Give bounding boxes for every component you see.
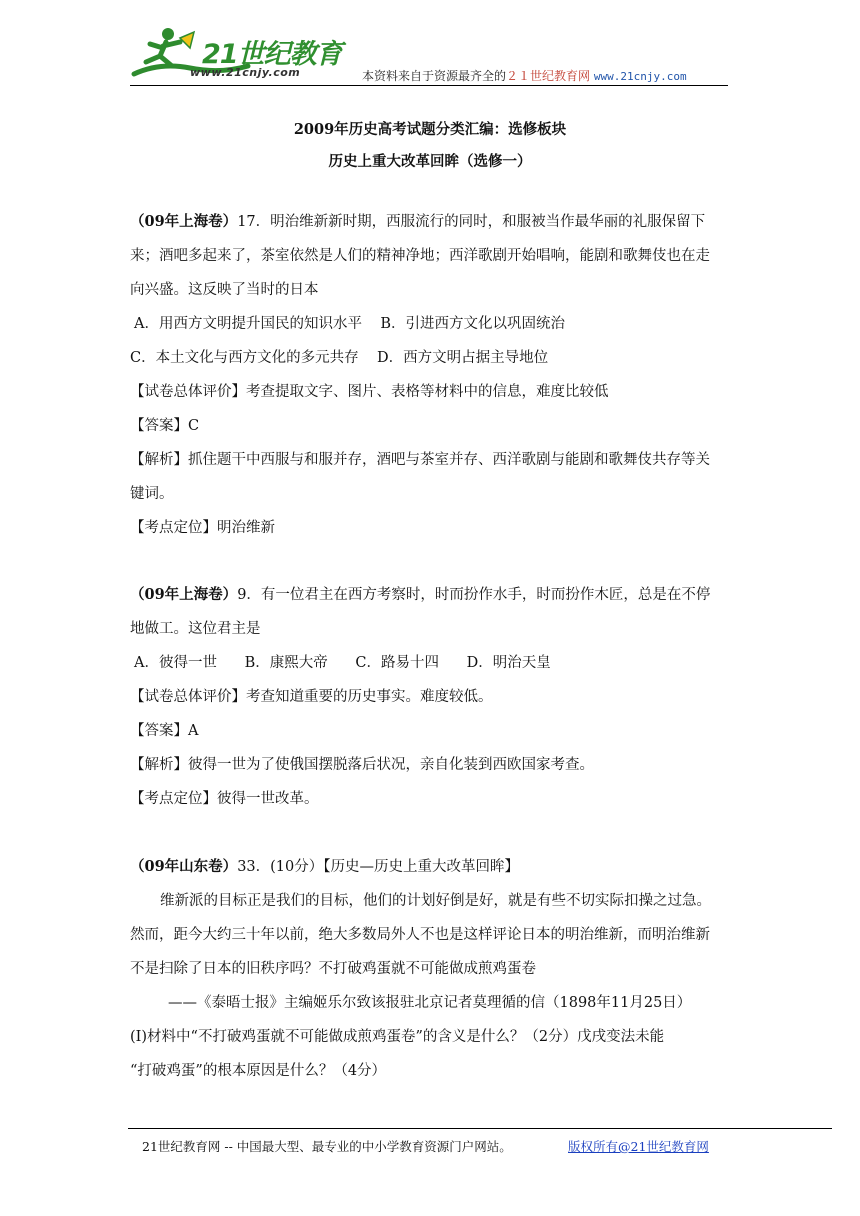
tagline-prefix: 本资料来自于资源最齐全的 — [362, 69, 507, 83]
q1-analysis-line-1: 【解析】抓住题干中西服与和服并存，酒吧与茶室并存、西洋歌剧与能剧和歌舞伎共存等关 — [130, 452, 710, 468]
q1-stem-line-1 — [130, 212, 705, 232]
q1-source: （09年上海卷） — [130, 213, 238, 230]
q3-question-line-1: (I)材料中“不打破鸡蛋就不可能做成煎鸡蛋卷”的含义是什么？（2分）戊戌变法未能 — [130, 1029, 665, 1045]
q1-options-line-2: C．本土文化与西方文化的多元共存 D．西方文明占据主导地位 — [130, 350, 549, 366]
q2-stem-line-2: 地做工。这位君主是 — [130, 621, 261, 637]
q1-evaluation: 【试卷总体评价】考查提取文字、图片、表格等材料中的信息，难度比较低 — [130, 384, 609, 400]
q2-answer: 【答案】A — [130, 723, 199, 739]
q3-head-text: 33．(10分）【历史—历史上重大改革回眸】 — [237, 859, 519, 875]
q1-stem-line-3: 向兴盛。这反映了当时的日本 — [130, 282, 319, 298]
q2-evaluation: 【试卷总体评价】考查知道重要的历史事实。难度较低。 — [130, 689, 493, 705]
tagline-url-link[interactable]: www.21cnjy.com — [593, 70, 687, 83]
header-tagline — [362, 67, 687, 84]
q3-head-line — [130, 857, 519, 877]
q3-para-line-3: 不是扫除了日本的旧秩序吗？不打破鸡蛋就不可能做成煎鸡蛋卷 — [130, 961, 536, 977]
q2-options-line-1: A．彼得一世 B．康熙大帝 C．路易十四 D．明治天皇 — [134, 655, 551, 671]
q1-analysis-line-2: 键词。 — [130, 486, 174, 502]
logo-title: 21世纪教育 — [202, 39, 342, 70]
q3-question-line-2: “打破鸡蛋”的根本原因是什么？（4分） — [130, 1063, 387, 1079]
q3-citation: ——《泰晤士报》主编姬乐尔致该报驻北京记者莫理循的信（1898年11月25日） — [168, 995, 692, 1011]
q1-options-line-1: A．用西方文明提升国民的知识水平 B．引进西方文化以巩固统治 — [134, 316, 566, 332]
q1-stem-line-2: 来；酒吧多起来了，茶室依然是人们的精神净地；西洋歌剧开始唱响，能剧和歌舞伎也在走 — [130, 248, 710, 264]
footer-divider — [128, 1128, 832, 1129]
tagline-site-link[interactable]: ２１世纪教育网 — [506, 69, 591, 83]
footer-site-description: 21世纪教育网 -- 中国最大型、最专业的中小学教育资源门户网站。 — [142, 1139, 512, 1154]
footer-copyright-link[interactable]: 版权所有@21世纪教育网 — [568, 1139, 709, 1154]
q2-point: 【考点定位】彼得一世改革。 — [130, 791, 319, 807]
q1-answer: 【答案】C — [130, 418, 200, 434]
q3-para-line-1: 维新派的目标正是我们的目标，他们的计划好倒是好，就是有些不切实际扣操之过急。 — [160, 893, 711, 909]
site-logo — [130, 22, 345, 84]
q2-source: （09年上海卷） — [130, 586, 238, 603]
doc-subtitle: 历史上重大改革回眸（选修一） — [328, 153, 532, 170]
q1-point: 【考点定位】明治维新 — [130, 520, 275, 536]
doc-title: 2009年历史高考试题分类汇编：选修板块 — [293, 121, 567, 138]
q2-analysis-line-1: 【解析】彼得一世为了使俄国摆脱落后状况，亲自化装到西欧国家考查。 — [130, 757, 594, 773]
q2-stem-text: 9．有一位君主在西方考察时，时而扮作水手，时而扮作木匠，总是在不停 — [237, 587, 711, 603]
q1-stem-text: 17．明治维新新时期，西服流行的同时，和服被当作最华丽的礼服保留下 — [237, 214, 706, 230]
q3-source: （09年山东卷） — [130, 858, 238, 875]
logo-url: www.21cnjy.com — [190, 66, 301, 79]
q2-stem-line-1 — [130, 585, 710, 605]
header-divider — [130, 85, 728, 86]
q3-para-line-2: 然而，距今大约三十年以前，绝大多数局外人不也是这样评论日本的明治维新，而明治维新 — [130, 927, 710, 943]
